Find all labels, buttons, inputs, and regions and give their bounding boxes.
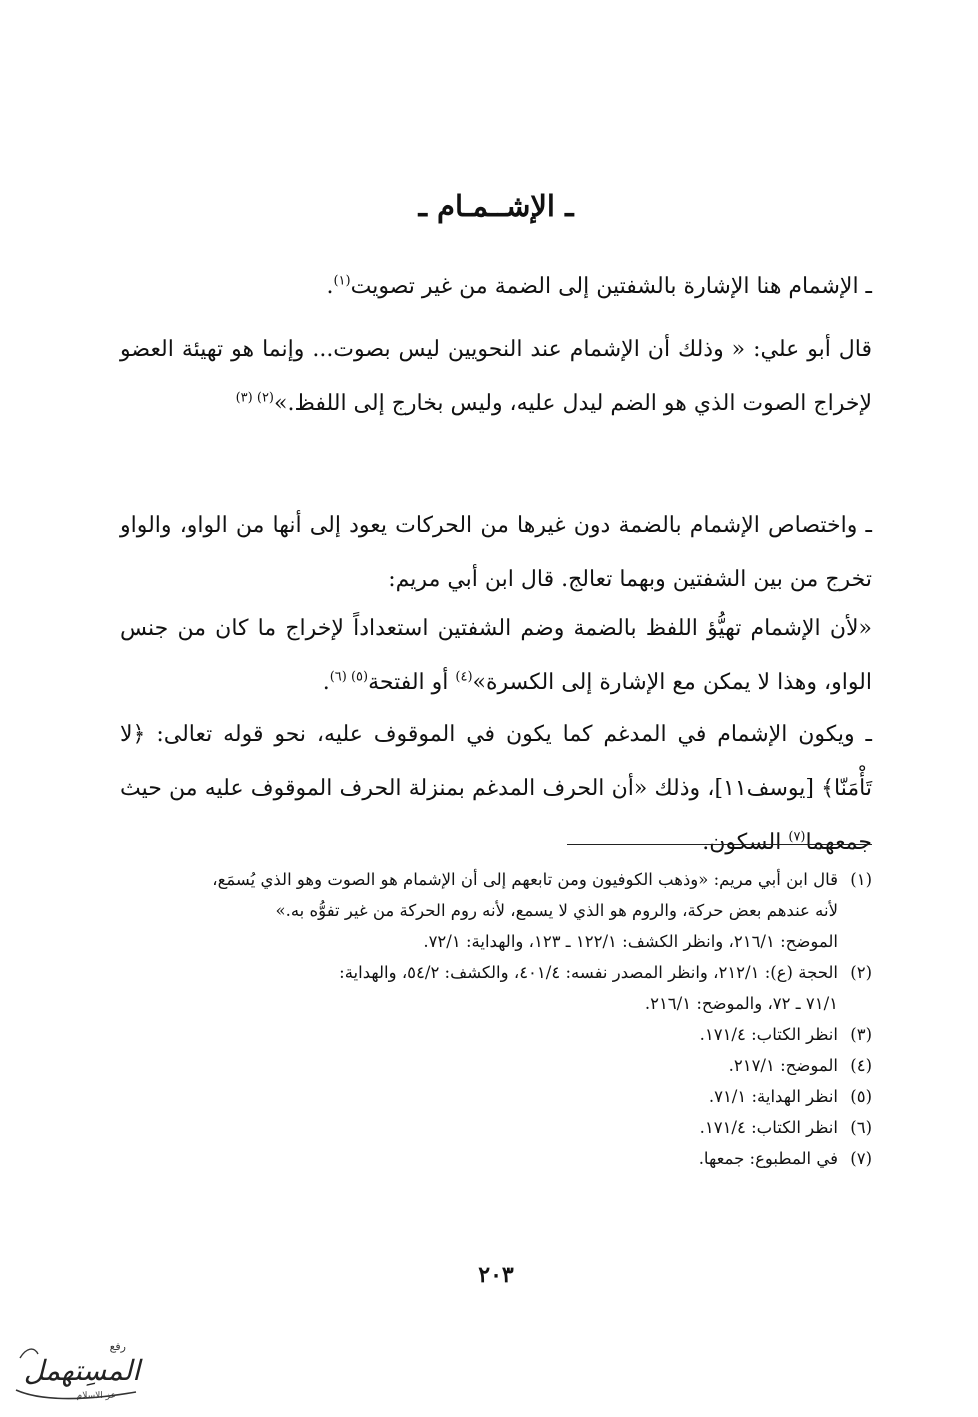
paragraph-text: «لأن الإشمام تهيُّؤ اللفظ بالضمة وضم الشفتين استعداداً لإخراج ما كان من جنس الواو، وهذا لا يمكن مع الإشارة إلى الكسرة» <box>120 616 872 695</box>
stamp-top-text: رفع <box>109 1340 126 1353</box>
paragraph-text: ـ واختصاص الإشمام بالضمة دون غيرها من الحركات يعود إلى أنها من الواو، والواو تخرج من بين الشفتين وبهما تعالج. قال ابن أبي مريم: <box>120 513 872 592</box>
section-title: ـ الإشــمـام ـ <box>418 189 574 223</box>
footnote-2 <box>120 957 872 1019</box>
footnote-text <box>120 864 838 957</box>
footnote-number: (٦) <box>850 1118 872 1137</box>
footnote-line: في المطبوع: جمعها. <box>698 1149 838 1168</box>
footnote-number: (٤) <box>850 1056 872 1075</box>
stamp-bottom-text: عز الاسلام <box>76 1391 116 1401</box>
stamp-main-text: المسِتهمل <box>23 1354 140 1387</box>
paragraph-text: ـ الإشمام هنا الإشارة بالشفتين إلى الضمة من غير تصويت <box>350 274 872 299</box>
footnotes <box>120 864 872 1174</box>
paragraph-5 <box>120 708 872 870</box>
paragraph-3 <box>120 499 872 607</box>
footnote-6 <box>120 1112 872 1143</box>
footnote-7 <box>120 1143 872 1174</box>
paragraph-tail: السكون. <box>702 830 789 855</box>
footnote-divider <box>567 844 872 845</box>
footnote-ref[interactable]: (٤) <box>455 669 473 685</box>
paragraph-tail: . <box>322 670 330 695</box>
footnote-line: لأنه عندهم بعض حركة، والروم هو الذي لا يسمع، لأنه روم الحركة من غير تفوُّه به.» <box>275 901 838 920</box>
page-number: ٢٠٣ <box>478 1262 514 1288</box>
footnote-number: (٢) <box>850 963 872 982</box>
footnote-line: انظر الكتاب: ١٧١/٤. <box>699 1025 838 1044</box>
paragraph-4 <box>120 602 872 710</box>
footnote-ref[interactable]: (٢) (٣) <box>235 390 274 406</box>
footnote-line: انظر الهداية: ٧١/١. <box>708 1087 838 1106</box>
footnote-line: قال ابن أبي مريم: «وذهب الكوفيون ومن تابعهم إلى أن الإشمام هو الصوت وهو الذي يُسمَع، <box>212 870 838 889</box>
footnote-line: ٧١/١ ـ ٧٢، والموضح: ٢١٦/١. <box>644 994 838 1013</box>
footnote-line: انظر الكتاب: ١٧١/٤. <box>699 1118 838 1137</box>
paragraph-2 <box>120 323 872 431</box>
footnote-text <box>120 957 838 1019</box>
footnote-ref[interactable]: (١) <box>333 273 351 289</box>
footnote-number: (٧) <box>850 1149 872 1168</box>
footnote-text <box>120 1143 838 1174</box>
footnote-text <box>120 1081 838 1112</box>
footnote-text <box>120 1050 838 1081</box>
footnote-4 <box>120 1050 872 1081</box>
footnote-number: (٥) <box>850 1087 872 1106</box>
footnote-1 <box>120 864 872 957</box>
footnote-line: الموضح: ٢١٦/١، وانظر الكشف: ١٢٢/١ ـ ١٢٣، والهداية: ٧٢/١. <box>423 932 838 951</box>
library-stamp-icon <box>8 1328 146 1408</box>
footnote-3 <box>120 1019 872 1050</box>
footnote-5 <box>120 1081 872 1112</box>
footnote-ref[interactable]: (٧) <box>788 829 806 845</box>
footnote-number: (٣) <box>850 1025 872 1044</box>
footnote-number: (١) <box>850 870 872 889</box>
paragraph-tail: أو الفتحة <box>368 670 456 695</box>
footnote-text <box>120 1019 838 1050</box>
paragraph-1 <box>120 260 872 314</box>
footnote-text <box>120 1112 838 1143</box>
footnote-line: الحجة (ع): ٢١٢/١، وانظر المصدر نفسه: ٤٠١/٤، والكشف: ٥٤/٢، والهداية: <box>339 963 838 982</box>
book-page <box>120 0 872 1417</box>
footnote-ref[interactable]: (٥) (٦) <box>329 669 369 685</box>
footnote-line: الموضح: ٢١٧/١. <box>728 1056 838 1075</box>
paragraph-text: قال أبو علي: « وذلك أن الإشمام عند النحويين ليس بصوت... وإنما هو تهيئة العضو لإخراج الصوت الذي هو الضم ليدل عليه، وليس بخارج إلى اللفظ.» <box>120 337 872 416</box>
paragraph-tail: . <box>326 274 334 299</box>
paragraph-text: ـ ويكون الإشمام في المدغم كما يكون في الموقوف عليه، نحو قوله تعالى: ﴿لا تَأْمَنّا﴾ [يوسف١١]، وذلك «أن الحرف المدغم بمنزلة الحرف الموقوف عليه من حيث جمعهما <box>120 722 872 855</box>
